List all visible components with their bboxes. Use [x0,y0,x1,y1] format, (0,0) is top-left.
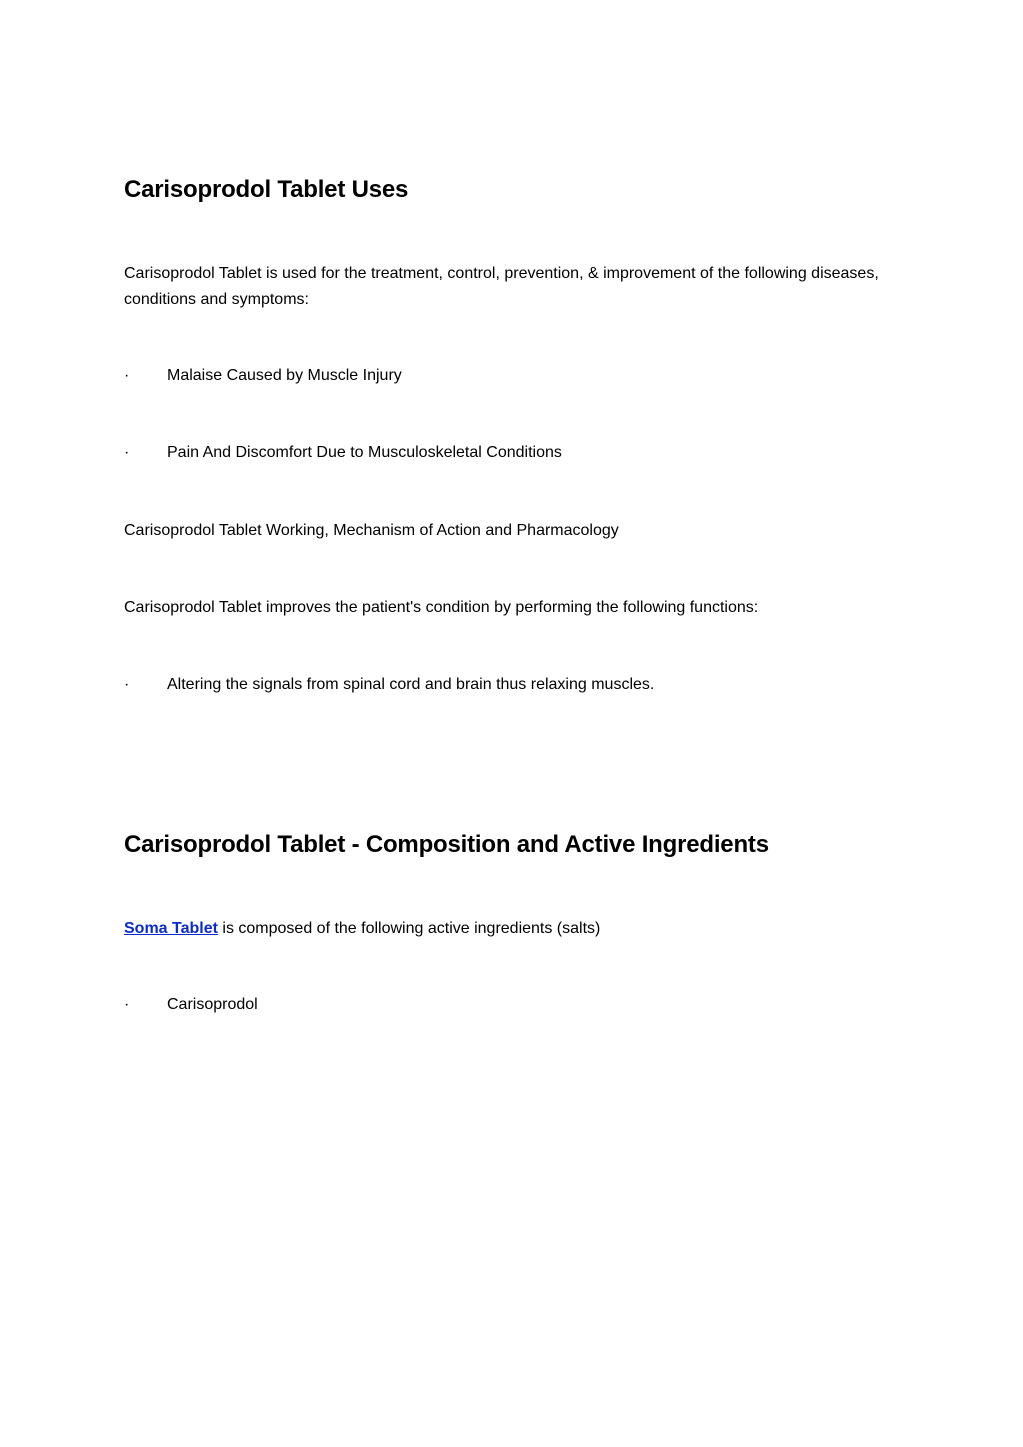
list-item [124,673,654,697]
list-item-text: Malaise Caused by Muscle Injury [167,367,402,384]
list-item-text: Carisoprodol [167,996,258,1013]
bullet-icon: · [124,444,130,461]
soma-tablet-link[interactable]: Soma Tablet [124,920,218,937]
mechanism-title: Carisoprodol Tablet Working, Mechanism of Action and Pharmacology [124,522,619,539]
list-item-text: Altering the signals from spinal cord and brain thus relaxing muscles. [167,676,655,693]
functions-intro-paragraph: Carisoprodol Tablet improves the patient's condition by performing the following functions: [124,599,759,616]
list-item [124,993,258,1017]
list-item-text: Pain And Discomfort Due to Musculoskeletal Conditions [167,444,562,461]
uses-intro-paragraph: Carisoprodol Tablet is used for the treatment, control, prevention, & improvement of the following diseases, conditions and symptoms: [124,265,879,308]
heading-uses: Carisoprodol Tablet Uses [124,176,409,203]
bullet-icon: · [124,996,130,1013]
list-item [124,364,402,388]
bullet-icon: · [124,676,130,693]
list-item [124,441,562,465]
composition-intro-text: is composed of the following active ingredients (salts) [217,920,601,937]
composition-intro-paragraph [124,916,600,942]
heading-composition: Carisoprodol Tablet - Composition and Active Ingredients [124,831,769,858]
bullet-icon: · [124,367,130,384]
